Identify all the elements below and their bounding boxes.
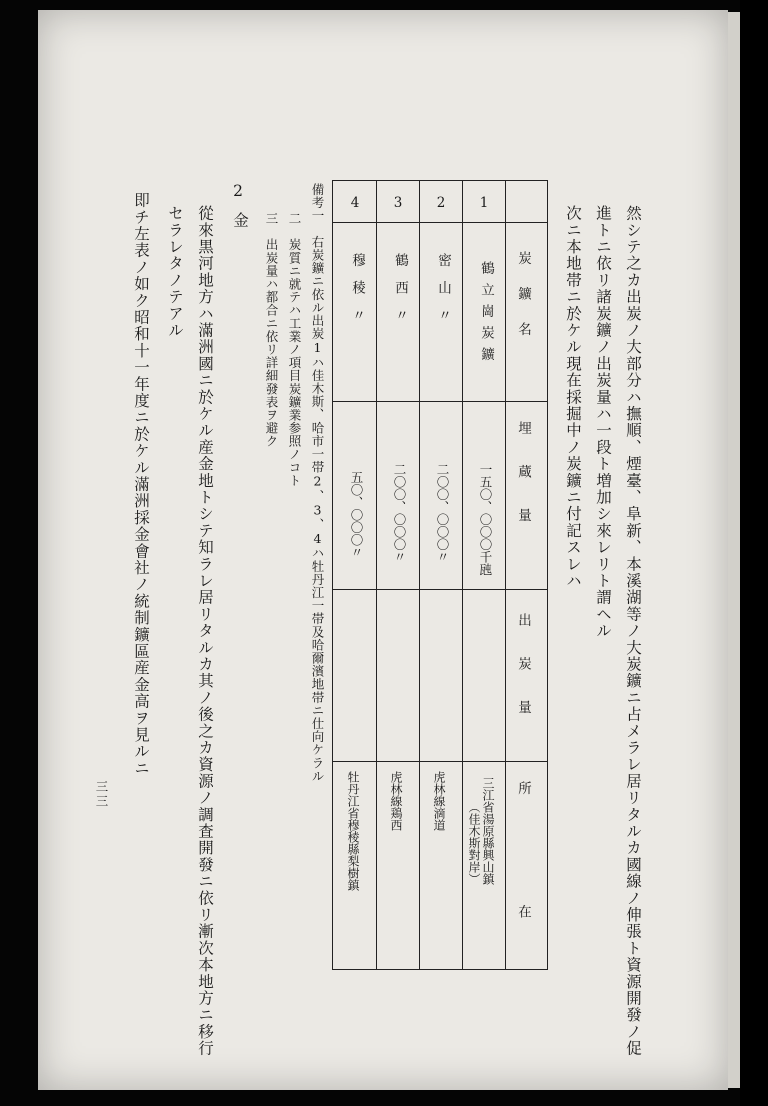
note-2: 二 炭質ニ就テハ工業ノ項目炭鑛業参照ノコト xyxy=(287,212,302,488)
row-name: 穆稜〃 xyxy=(349,253,365,336)
page-edge xyxy=(728,12,740,1088)
note-3: 三 出炭量ハ都合ニ依リ詳細發表ヲ避ク xyxy=(264,212,279,448)
header-output: 出炭量 xyxy=(515,613,531,744)
row-location: 虎林線滴道 xyxy=(432,771,446,831)
row-number: 4 xyxy=(347,195,363,213)
row-reserve: 五〇、〇〇〇〃 xyxy=(349,471,364,559)
row-number: 2 xyxy=(433,195,449,213)
section-number: 2 xyxy=(229,182,247,202)
row-name: 鶴立崗炭鑛 xyxy=(478,261,494,369)
header-name: 炭鑛名 xyxy=(515,251,531,358)
header-location: 所在 xyxy=(515,781,531,1028)
gold-line-2: セラレタノテアル xyxy=(166,205,184,339)
body-line-2: 進トニ依リ諸炭鑛ノ出炭量ハ一段ト増加シ來レリト謂ヘル xyxy=(594,205,612,640)
row-reserve: 二〇〇、〇〇〇〃 xyxy=(392,463,407,563)
row-number: 3 xyxy=(390,195,406,213)
row-name: 密山〃 xyxy=(435,253,451,336)
row-name: 鶴西〃 xyxy=(392,253,408,336)
row-location: 三江省湯原縣興山鎮 xyxy=(481,777,495,885)
coal-mine-table xyxy=(332,180,548,1028)
header-reserve: 埋蔵量 xyxy=(515,421,531,552)
row-location: 虎林線鶏西 xyxy=(389,771,403,831)
row-number: 1 xyxy=(476,195,492,213)
page-number: 三三 xyxy=(94,780,109,809)
row-location-note: （佳木斯對岸） xyxy=(467,801,481,885)
gold-line-3: 即チ左表ノ如ク昭和十一年度ニ於ケル滿洲採金會社ノ統制鑛區産金高ヲ見ルニ xyxy=(132,192,150,777)
body-line-3: 次ニ本地帯ニ於ケル現在採掘中ノ炭鑛ニ付記スレハ xyxy=(564,205,582,590)
note-1: 備考一 右炭鑛ニ依ル出炭1ハ佳木斯、哈市一帯2、3、4ハ牡丹江一帯及哈爾濱地帯ニ仕向ケラル xyxy=(310,183,325,783)
scan-border xyxy=(740,0,768,1106)
gold-line-1: 從來黒河地方ハ滿洲國ニ於ケル産金地トシテ知ラレ居リタルカ其ノ後之カ資源ノ調査開發ニ依リ漸次本地方ニ移行 xyxy=(196,205,214,1057)
row-reserve: 一五〇、〇〇〇千瓲 xyxy=(478,463,493,576)
row-location: 牡丹江省穆稜縣梨樹鎮 xyxy=(346,771,360,891)
row-reserve: 二〇〇、〇〇〇〃 xyxy=(435,463,450,563)
section-title: 金 xyxy=(231,212,249,229)
body-line-1: 然シテ之カ出炭ノ大部分ハ撫順、煙臺、阜新、本溪湖等ノ大炭鑛ニ占メラレ居リタルカ國線ノ伸張ト資源開發ノ促 xyxy=(624,205,642,1057)
